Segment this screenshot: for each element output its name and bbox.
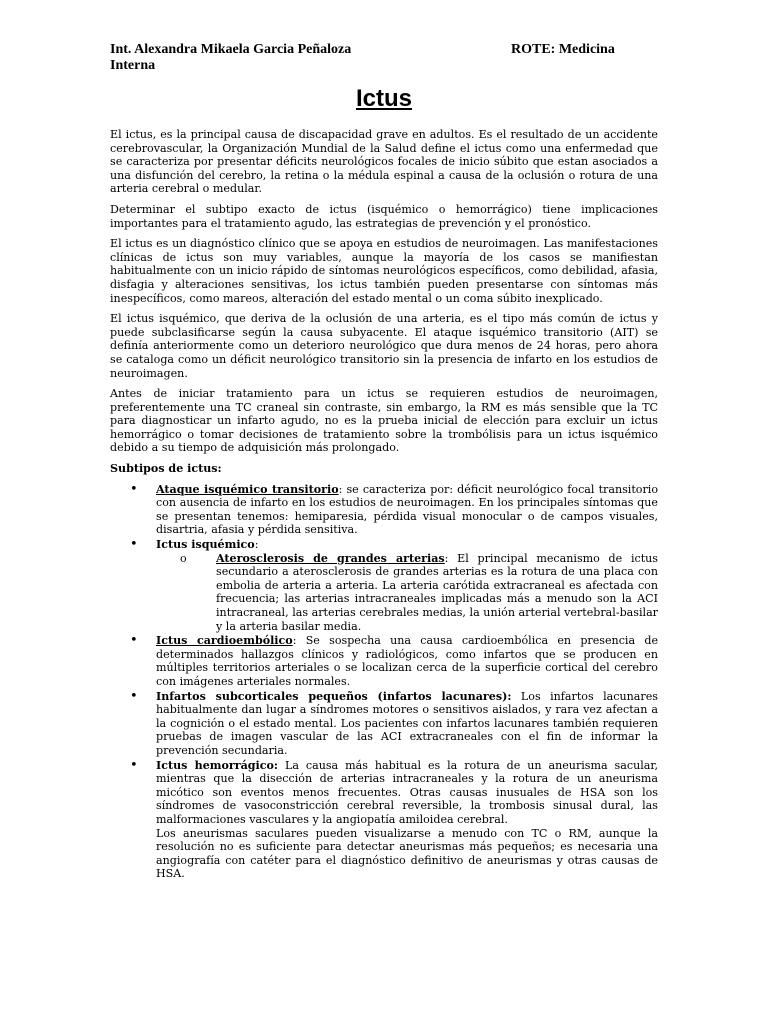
list-item (110, 759, 658, 881)
subtype-term: Ataque isquémico transitorio (156, 482, 339, 496)
list-item (110, 538, 658, 633)
paragraph-imaging: Antes de iniciar tratamiento para un ictus se requieren estudios de neuroimagen, preferentemente una TC craneal sin contraste, sin embargo, la RM es más sensible que la TC para diagnosticar un infarto agudo, no es la prueba inicial de elección para excluir un ictus hemorrágico o tomar decisiones de tratamiento sobre la trombólisis para un ictus isquémico debido a su tiempo de adquisición más prolongado. (110, 387, 658, 455)
subtype-text: : (254, 538, 259, 552)
list-item (110, 483, 658, 537)
list-item (156, 552, 658, 634)
subtype-text: Los infartos lacunares habitualmente dan lugar a síndromes motores o sensitivos aislados, y rara vez afectan a la cognición o el estado mental. Los pacientes con infartos lacunares también requieren pruebas de imagen vascular de las ACI extracraneales con el fin de informar la prevención secundaria. (156, 689, 658, 757)
author-name: Int. Alexandra Mikaela Garcia Peñaloza (110, 42, 352, 57)
subtype-term: Ictus cardioembólico (156, 634, 293, 648)
subtypes-heading: Subtipos de ictus: (110, 462, 222, 476)
subtype-subtext: : El principal mecanismo de ictus secundario a aterosclerosis de grandes arterias es la rotura de una placa con embolia de arteria a arteria. La arteria carótida extracraneal es afectada con frecuencia; las arterias intracraneales implicadas más a menudo son la ACI intracraneal, las arterias cerebrales medias, la unión arterial vertebral-basilar y la arteria basilar media. (216, 551, 658, 633)
subtype-text: La causa más habitual es la rotura de un aneurisma sacular, mientras que la disección de arterias intracraneales y la rotura de un aneurisma micótico son eventos menos frecuentes. Otras causas inusuales de HSA son los síndromes de vasoconstricción cerebral reversible, la trombosis sinusal dural, las malformaciones vasculares y la angiopatía amiloidea cerebral. (156, 758, 658, 826)
document-title: Ictus (355, 85, 412, 112)
subtype-term: Infartos subcorticales pequeños (infartos lacunares): (156, 689, 512, 703)
list-item (110, 634, 658, 688)
subtype-subterm: Aterosclerosis de grandes arterias (216, 551, 445, 565)
subtype-text: : Se sospecha una causa cardioembólica en presencia de determinados hallazgos clínicos y radiológicos, como infartos que se producen en múltiples territorios arteriales o se localizan cerca de la superficie cortical del cerebro con imágenes arteriales normales. (156, 634, 659, 688)
subtype-term: Ictus isquémico (156, 538, 255, 552)
subtype-extra-text: Los aneurismas saculares pueden visualizarse a menudo con TC o RM, aunque la resolución no es suficiente para detectar aneurismas más pequeños; es necesaria una angiografía con catéter para el diagnóstico definitivo de aneurismas y otras causas de HSA. (156, 826, 658, 881)
rotation-label: ROTE: Medicina (511, 42, 615, 57)
paragraph-diagnosis: El ictus es un diagnóstico clínico que se apoya en estudios de neuroimagen. Las manifestaciones clínicas de ictus son muy variables, aunque la mayoría de los casos se manifiestan habitualmente con un inicio rápido de síntomas neurológicos específicos, como debilidad, afasia, disfagia y alteraciones sensitivas, los ictus también pueden presentarse con síntomas más inespecíficos, como mareos, alteración del estado mental o un coma súbito inexplicado. (110, 237, 658, 305)
document-header (110, 42, 660, 74)
subtypes-list (110, 483, 658, 881)
author-name-continued: Interna (110, 58, 156, 73)
paragraph-ischemic: El ictus isquémico, que deriva de la oclusión de una arteria, es el tipo más común de ictus y puede subclasificarse según la causa subyacente. El ataque isquémico transitorio (AIT) se definía anteriormente como un deterioro neurológico que dura menos de 24 horas, pero ahora se cataloga como un déficit neurológico transitorio sin la presencia de infarto en los estudios de neuroimagen. (110, 312, 658, 380)
paragraph-intro: El ictus, es la principal causa de discapacidad grave en adultos. Es el resultado de un accidente cerebrovascular, la Organización Mundial de la Salud define el ictus como una enfermedad que se caracteriza por presentar déficits neurológicos focales de inicio súbito que estan asociados a una disfunción del cerebro, la retina o la médula espinal a causa de la oclusión o rotura de una arteria cerebral o medular. (110, 128, 658, 196)
subtype-term: Ictus hemorrágico: (156, 758, 279, 772)
subtype-text: : se caracteriza por: déficit neurológico focal transitorio con ausencia de infarto en los estudios de neuroimagen. En los principales síntomas que se presentan tenemos: hemiparesia, pérdida visual monocular o de campos visuales, disartria, afasia y pérdida sensitiva. (156, 482, 658, 537)
paragraph-subtype: Determinar el subtipo exacto de ictus (isquémico o hemorrágico) tiene implicaciones importantes para el tratamiento agudo, las estrategias de prevención y el pronóstico. (110, 202, 658, 230)
list-item (110, 690, 658, 758)
ischemic-sublist (156, 552, 658, 634)
document-body (110, 128, 658, 882)
